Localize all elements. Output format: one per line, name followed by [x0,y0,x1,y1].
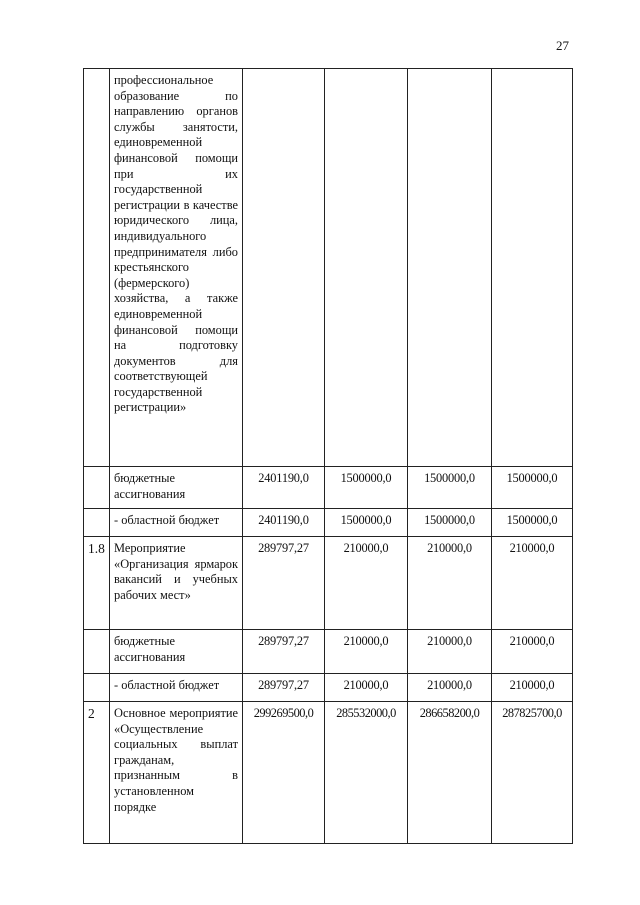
row-description: бюджетные ассигнования [110,467,243,509]
table-row [84,702,573,844]
row-number [84,674,110,702]
value-cell: 2401190,0 [243,509,325,537]
table-row [84,509,573,537]
value-cell: 210000,0 [325,674,408,702]
page-number: 27 [556,38,569,53]
row-number [84,509,110,537]
table-row [84,467,573,509]
value-cell: 1500000,0 [408,509,492,537]
value-cell: 210000,0 [408,537,492,630]
table-row [84,630,573,674]
value-cell: 289797,27 [243,630,325,674]
row-description: профессиональное образование по направлению органов службы занятости, единовременной финансовой помощи при их государственной регистрации в качестве юридического лица, индивидуального предпринимателя либо крестьянского (фермерского) хозяйства, а также единовременной финансовой помощи на подготовку документов для соответствующей государственной регистрации» [110,69,243,467]
value-cell: 1500000,0 [325,509,408,537]
value-cell [325,69,408,467]
value-cell: 210000,0 [492,674,573,702]
value-cell: 289797,27 [243,674,325,702]
value-cell: 1500000,0 [492,509,573,537]
table-row [84,537,573,630]
value-cell: 210000,0 [408,630,492,674]
table-row [84,69,573,467]
table-row [84,674,573,702]
value-cell: 1500000,0 [408,467,492,509]
value-cell: 289797,27 [243,537,325,630]
row-description: Основное мероприятие «Осуществление социальных выплат гражданам, признанным в установленном порядке [110,702,243,844]
value-cell: 210000,0 [325,630,408,674]
row-number [84,467,110,509]
row-description: бюджетные ассигнования [110,630,243,674]
value-cell [492,69,573,467]
row-number: 2 [84,702,110,844]
row-description: - областной бюджет [110,674,243,702]
value-cell: 210000,0 [492,537,573,630]
budget-table [83,68,573,844]
row-number [84,69,110,467]
row-description: Мероприятие «Организация ярмарок вакансий и учебных рабочих мест» [110,537,243,630]
row-number: 1.8 [84,537,110,630]
value-cell: 1500000,0 [325,467,408,509]
value-cell: 285532000,0 [325,702,408,844]
value-cell: 286658200,0 [408,702,492,844]
row-number [84,630,110,674]
value-cell: 210000,0 [492,630,573,674]
value-cell: 1500000,0 [492,467,573,509]
value-cell [408,69,492,467]
row-description: - областной бюджет [110,509,243,537]
value-cell: 210000,0 [325,537,408,630]
value-cell: 2401190,0 [243,467,325,509]
value-cell: 210000,0 [408,674,492,702]
value-cell: 287825700,0 [492,702,573,844]
value-cell: 299269500,0 [243,702,325,844]
value-cell [243,69,325,467]
